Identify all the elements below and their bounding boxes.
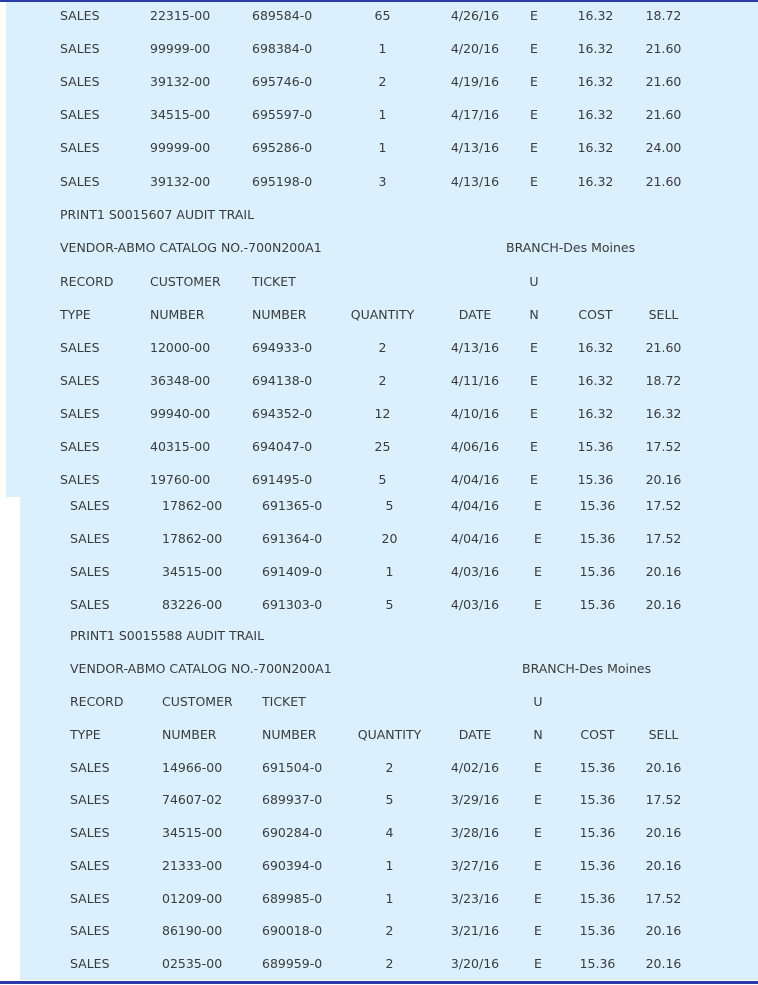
sell-cell: 20.16 [645,760,682,775]
ticket-number-header: NUMBER [262,727,317,742]
customer-number-cell: 74607-02 [162,792,223,807]
sell-cell: 18.72 [645,373,682,388]
unit-cell: E [530,74,538,89]
sell-cell: 17.52 [645,439,682,454]
unit-cell: E [530,472,538,487]
quantity-cell: 3 [378,174,387,189]
unit-cell: E [534,531,542,546]
sell-cell: 21.60 [645,174,682,189]
sell-cell: 18.72 [645,8,682,23]
unit-cell: E [534,825,542,840]
record-type-cell: SALES [60,74,100,89]
sell-cell: 20.16 [645,923,682,938]
table-row [0,529,758,549]
quantity-cell: 2 [378,340,387,355]
date-cell: 3/27/16 [450,858,500,873]
record-type-cell: SALES [60,8,100,23]
sell-cell: 17.52 [645,891,682,906]
ticket-number-cell: 695597-0 [252,107,313,122]
unit-cell: E [534,498,542,513]
cost-cell: 15.36 [579,891,616,906]
cost-cell: 16.32 [577,74,614,89]
quantity-cell: 2 [385,760,394,775]
table-row [0,562,758,582]
table-row [0,138,758,158]
record-type-header: TYPE [60,307,91,322]
sell-cell: 20.16 [645,564,682,579]
date-cell: 4/02/16 [450,760,500,775]
date-cell: 4/17/16 [450,107,500,122]
table-row [0,790,758,810]
customer-number-header: NUMBER [150,307,205,322]
quantity-cell: 5 [385,792,394,807]
customer-number-cell: 19760-00 [150,472,211,487]
table-row [0,437,758,457]
cost-cell: 15.36 [577,472,614,487]
ticket-number-cell: 695746-0 [252,74,313,89]
sell-cell: 21.60 [645,74,682,89]
date-cell: 4/13/16 [450,140,500,155]
record-type-cell: SALES [60,41,100,56]
cost-cell: 15.36 [579,825,616,840]
customer-number-header: NUMBER [162,727,217,742]
record-type-cell: SALES [60,439,100,454]
date-cell: 3/20/16 [450,956,500,971]
ticket-number-cell: 694933-0 [252,340,313,355]
date-cell: 4/26/16 [450,8,500,23]
quantity-cell: 2 [385,956,394,971]
customer-number-cell: 36348-00 [150,373,211,388]
customer-number-cell: 40315-00 [150,439,211,454]
column-header-row [0,725,758,745]
customer-number-cell: 02535-00 [162,956,223,971]
date-cell: 4/13/16 [450,174,500,189]
customer-number-cell: 34515-00 [150,107,211,122]
ticket-number-cell: 695286-0 [252,140,313,155]
sell-cell: 21.60 [645,41,682,56]
table-row [0,954,758,974]
record-type-cell: SALES [60,107,100,122]
record-type-cell: SALES [70,825,110,840]
customer-number-cell: 34515-00 [162,564,223,579]
record-type-cell: SALES [70,760,110,775]
cost-cell: 16.32 [577,406,614,421]
cost-cell: 16.32 [577,8,614,23]
ticket-number-cell: 689584-0 [252,8,313,23]
cost-cell: 15.36 [579,760,616,775]
date-cell: 4/03/16 [450,597,500,612]
record-type-cell: SALES [60,373,100,388]
quantity-cell: 2 [378,74,387,89]
customer-number-cell: 14966-00 [162,760,223,775]
vendor-catalog-label: VENDOR-ABMO CATALOG NO.-700N200A1 [70,661,332,676]
record-type-header: RECORD [70,694,124,709]
customer-number-cell: 21333-00 [162,858,223,873]
sell-cell: 20.16 [645,825,682,840]
top-border-line [0,0,758,2]
cost-cell: 15.36 [579,923,616,938]
record-type-cell: SALES [60,406,100,421]
sell-cell: 17.52 [645,498,682,513]
table-row [0,823,758,843]
audit-trail-title: PRINT1 S0015588 AUDIT TRAIL [70,628,265,643]
date-cell: 3/21/16 [450,923,500,938]
sell-cell: 17.52 [645,792,682,807]
cost-cell: 16.32 [577,107,614,122]
quantity-cell: 1 [378,107,387,122]
unit-cell: E [534,564,542,579]
sell-header: SELL [648,727,679,742]
ticket-number-cell: 691364-0 [262,531,323,546]
customer-number-cell: 12000-00 [150,340,211,355]
table-row [0,72,758,92]
unit-cell: E [530,107,538,122]
unit-cell: E [530,373,538,388]
quantity-header: QUANTITY [357,727,422,742]
record-type-header: TYPE [70,727,101,742]
unit-cell: E [530,174,538,189]
quantity-cell: 2 [385,923,394,938]
quantity-cell: 1 [385,564,394,579]
date-cell: 4/13/16 [450,340,500,355]
customer-number-header: CUSTOMER [162,694,233,709]
unit-cell: E [534,891,542,906]
quantity-cell: 20 [381,531,398,546]
quantity-cell: 25 [374,439,391,454]
customer-number-cell: 99999-00 [150,41,211,56]
record-type-cell: SALES [60,340,100,355]
sell-cell: 20.16 [645,597,682,612]
record-type-cell: SALES [70,498,110,513]
customer-number-cell: 01209-00 [162,891,223,906]
unit-cell: E [530,41,538,56]
unit-header: N [529,307,539,322]
customer-number-cell: 86190-00 [162,923,223,938]
column-header-row [0,305,758,325]
cost-cell: 15.36 [579,858,616,873]
record-type-header: RECORD [60,274,114,289]
record-type-cell: SALES [70,564,110,579]
branch-label: BRANCH-Des Moines [506,240,636,255]
record-type-cell: SALES [60,140,100,155]
date-cell: 4/03/16 [450,564,500,579]
cost-cell: 16.32 [577,340,614,355]
sell-cell: 20.16 [645,472,682,487]
unit-cell: E [534,923,542,938]
sell-cell: 24.00 [645,140,682,155]
date-cell: 3/29/16 [450,792,500,807]
bottom-border-line [0,981,758,984]
ticket-number-cell: 691365-0 [262,498,323,513]
cost-cell: 16.32 [577,41,614,56]
ticket-number-header: NUMBER [252,307,307,322]
column-header-row [0,692,758,712]
quantity-header: QUANTITY [350,307,415,322]
record-type-cell: SALES [60,174,100,189]
date-cell: 4/04/16 [450,472,500,487]
sell-cell: 21.60 [645,340,682,355]
record-type-cell: SALES [70,956,110,971]
quantity-cell: 4 [385,825,394,840]
sell-cell: 20.16 [645,956,682,971]
unit-cell: E [534,597,542,612]
table-row [0,496,758,516]
date-header: DATE [458,727,492,742]
ticket-number-cell: 689937-0 [262,792,323,807]
quantity-cell: 12 [374,406,391,421]
customer-number-cell: 39132-00 [150,74,211,89]
table-row [0,39,758,59]
date-cell: 4/06/16 [450,439,500,454]
table-row [0,889,758,909]
table-row [0,595,758,615]
unit-header: U [529,274,539,289]
ticket-number-cell: 691495-0 [252,472,313,487]
unit-cell: E [534,858,542,873]
customer-number-cell: 34515-00 [162,825,223,840]
ticket-number-cell: 694047-0 [252,439,313,454]
record-type-cell: SALES [60,472,100,487]
table-row [0,758,758,778]
record-type-cell: SALES [70,891,110,906]
customer-number-header: CUSTOMER [150,274,221,289]
sell-cell: 16.32 [645,406,682,421]
customer-number-cell: 17862-00 [162,531,223,546]
cost-cell: 15.36 [577,439,614,454]
date-cell: 4/11/16 [450,373,500,388]
ticket-number-cell: 689959-0 [262,956,323,971]
record-type-cell: SALES [70,923,110,938]
ticket-number-cell: 691409-0 [262,564,323,579]
cost-header: COST [580,727,615,742]
sell-cell: 17.52 [645,531,682,546]
ticket-number-cell: 694352-0 [252,406,313,421]
table-row [0,404,758,424]
vendor-catalog-label: VENDOR-ABMO CATALOG NO.-700N200A1 [60,240,322,255]
date-cell: 4/04/16 [450,498,500,513]
table-row [0,105,758,125]
ticket-number-cell: 691504-0 [262,760,323,775]
ticket-number-cell: 689985-0 [262,891,323,906]
audit-trail-title: PRINT1 S0015607 AUDIT TRAIL [60,207,255,222]
quantity-cell: 1 [378,41,387,56]
quantity-cell: 5 [385,498,394,513]
quantity-cell: 1 [385,858,394,873]
customer-number-cell: 39132-00 [150,174,211,189]
ticket-number-cell: 690284-0 [262,825,323,840]
cost-cell: 15.36 [579,792,616,807]
date-cell: 3/28/16 [450,825,500,840]
branch-label: BRANCH-Des Moines [522,661,652,676]
ticket-number-cell: 694138-0 [252,373,313,388]
record-type-cell: SALES [70,858,110,873]
date-cell: 3/23/16 [450,891,500,906]
unit-cell: E [530,8,538,23]
quantity-cell: 65 [374,8,391,23]
unit-cell: E [530,439,538,454]
quantity-cell: 1 [378,140,387,155]
ticket-number-header: TICKET [262,694,306,709]
sell-header: SELL [648,307,679,322]
table-row [0,6,758,26]
quantity-cell: 5 [385,597,394,612]
unit-cell: E [530,140,538,155]
record-type-cell: SALES [70,597,110,612]
table-row [0,338,758,358]
cost-cell: 15.36 [579,956,616,971]
record-type-cell: SALES [70,531,110,546]
record-type-cell: SALES [70,792,110,807]
cost-header: COST [578,307,613,322]
table-row [0,921,758,941]
ticket-number-header: TICKET [252,274,296,289]
date-cell: 4/19/16 [450,74,500,89]
table-row [0,470,758,490]
customer-number-cell: 17862-00 [162,498,223,513]
quantity-cell: 2 [378,373,387,388]
customer-number-cell: 83226-00 [162,597,223,612]
cost-cell: 15.36 [579,498,616,513]
unit-cell: E [530,340,538,355]
cost-cell: 15.36 [579,597,616,612]
unit-header: N [533,727,543,742]
date-header: DATE [458,307,492,322]
table-row [0,371,758,391]
date-cell: 4/10/16 [450,406,500,421]
ticket-number-cell: 695198-0 [252,174,313,189]
ticket-number-cell: 698384-0 [252,41,313,56]
ticket-number-cell: 691303-0 [262,597,323,612]
quantity-cell: 5 [378,472,387,487]
date-cell: 4/20/16 [450,41,500,56]
column-header-row [0,272,758,292]
sell-cell: 21.60 [645,107,682,122]
unit-cell: E [534,760,542,775]
quantity-cell: 1 [385,891,394,906]
unit-cell: E [534,956,542,971]
cost-cell: 16.32 [577,174,614,189]
ticket-number-cell: 690394-0 [262,858,323,873]
cost-cell: 15.36 [579,531,616,546]
customer-number-cell: 22315-00 [150,8,211,23]
table-row [0,856,758,876]
date-cell: 4/04/16 [450,531,500,546]
cost-cell: 16.32 [577,373,614,388]
table-row [0,172,758,192]
cost-cell: 15.36 [579,564,616,579]
ticket-number-cell: 690018-0 [262,923,323,938]
sell-cell: 20.16 [645,858,682,873]
customer-number-cell: 99999-00 [150,140,211,155]
unit-header: U [533,694,543,709]
unit-cell: E [534,792,542,807]
cost-cell: 16.32 [577,140,614,155]
unit-cell: E [530,406,538,421]
customer-number-cell: 99940-00 [150,406,211,421]
